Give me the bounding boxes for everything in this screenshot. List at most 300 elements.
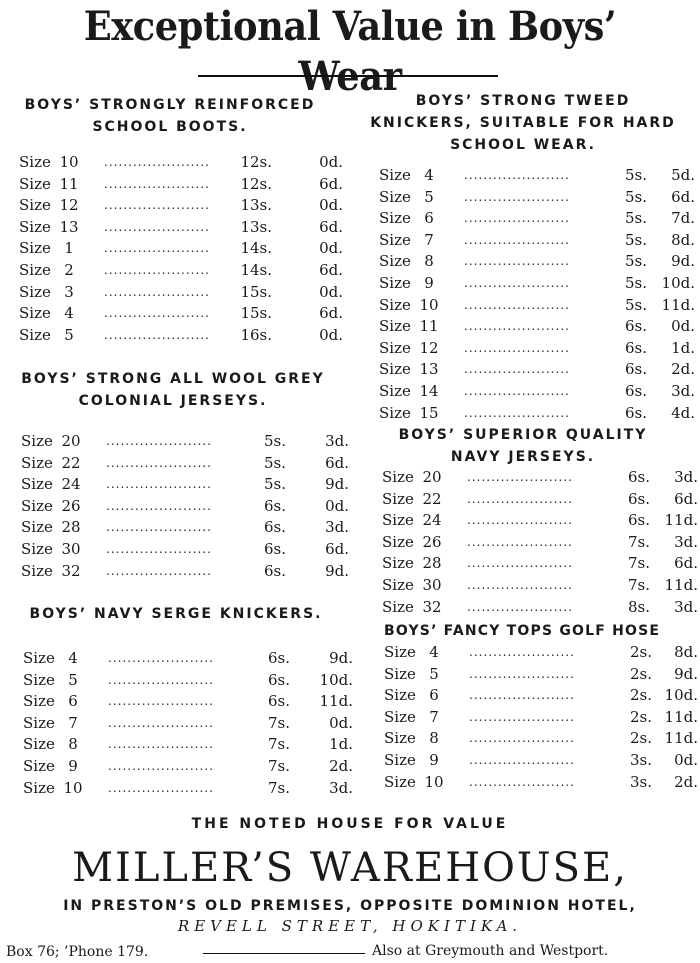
- size-label: Size: [23, 649, 55, 667]
- section-title-line: BOYS’ STRONG ALL WOOL GREY: [21, 371, 325, 387]
- price-shillings: 3s.: [629, 772, 652, 791]
- size-number: 24: [61, 475, 81, 494]
- size-number: 30: [422, 575, 442, 594]
- size-number: 2: [64, 260, 74, 279]
- price-row: [21, 539, 349, 561]
- price-pence: 6d.: [319, 260, 343, 279]
- price-shillings: 5s.: [263, 475, 286, 494]
- price-pence: 3d.: [325, 432, 349, 450]
- tweed-knickers-price-list: [379, 165, 699, 424]
- size-number: 10: [424, 772, 444, 791]
- leader-dots: ......................: [469, 688, 575, 703]
- price-pence: 1d.: [329, 735, 353, 754]
- leader-dots: ......................: [104, 219, 210, 234]
- size-number: 24: [422, 511, 442, 530]
- price-shillings: 6s.: [627, 489, 650, 508]
- size-label: Size: [23, 756, 55, 775]
- size-number: 22: [422, 489, 442, 508]
- price-row: [21, 517, 349, 539]
- size-label: Size: [19, 282, 51, 301]
- leader-dots: ......................: [464, 254, 570, 269]
- size-number: 5: [424, 187, 434, 206]
- price-row: [379, 403, 699, 425]
- price-row: [23, 734, 353, 756]
- size-label: Size: [21, 475, 53, 494]
- footer-rule: [203, 953, 365, 954]
- price-pence: 3d.: [325, 518, 349, 537]
- size-label: Size: [19, 239, 51, 258]
- size-label: Size: [21, 453, 53, 472]
- price-pence: 4d.: [671, 403, 695, 422]
- size-number: 7: [424, 230, 434, 249]
- price-row: [384, 772, 700, 794]
- price-row: [379, 230, 699, 252]
- price-shillings: 5s.: [624, 230, 647, 249]
- serge-knickers-price-list: [23, 648, 353, 799]
- size-number: 10: [59, 153, 79, 171]
- size-number: 8: [68, 735, 78, 754]
- price-shillings: 6s.: [624, 338, 647, 357]
- price-pence: 3d.: [329, 778, 353, 797]
- price-shillings: 6s.: [627, 511, 650, 530]
- price-row: [379, 165, 699, 187]
- size-number: 26: [422, 532, 442, 551]
- price-shillings: 6s.: [624, 381, 647, 400]
- price-shillings: 6s.: [263, 518, 286, 537]
- size-label: Size: [19, 196, 51, 215]
- price-row: [382, 532, 700, 554]
- price-pence: 2d.: [674, 772, 698, 791]
- size-label: Size: [382, 468, 414, 486]
- price-row: [382, 510, 700, 532]
- leader-dots: ......................: [106, 563, 212, 578]
- price-row: [379, 295, 699, 317]
- price-row: [19, 217, 343, 239]
- price-shillings: 5s.: [624, 209, 647, 228]
- size-label: Size: [384, 750, 416, 769]
- price-shillings: 7s.: [627, 532, 650, 551]
- price-row: [21, 561, 349, 583]
- section-title-line: BOYS’ NAVY SERGE KNICKERS.: [29, 606, 323, 622]
- price-pence: 2d.: [671, 360, 695, 379]
- size-number: 5: [64, 325, 74, 344]
- price-row: [382, 467, 700, 489]
- size-number: 1: [64, 239, 74, 258]
- price-pence: 0d.: [319, 153, 343, 171]
- leader-dots: ......................: [464, 275, 570, 290]
- price-row: [384, 664, 700, 686]
- price-pence: 10d.: [319, 670, 353, 689]
- price-shillings: 15s.: [240, 282, 272, 301]
- price-row: [19, 303, 343, 325]
- size-label: Size: [379, 187, 411, 206]
- price-pence: 11d.: [664, 511, 698, 530]
- price-pence: 9d.: [671, 252, 695, 271]
- price-pence: 6d.: [325, 539, 349, 558]
- price-row: [19, 238, 343, 260]
- price-shillings: 15s.: [240, 304, 272, 323]
- price-row: [384, 750, 700, 772]
- price-pence: 2d.: [329, 756, 353, 775]
- leader-dots: ......................: [106, 498, 212, 513]
- price-shillings: 6s.: [627, 468, 650, 486]
- price-shillings: 6s.: [267, 649, 290, 667]
- price-row: [379, 316, 699, 338]
- size-number: 4: [64, 304, 74, 323]
- size-number: 4: [68, 649, 78, 667]
- price-pence: 11d.: [664, 729, 698, 748]
- price-pence: 0d.: [319, 282, 343, 301]
- price-shillings: 5s.: [263, 453, 286, 472]
- price-row: [19, 152, 343, 174]
- price-shillings: 6s.: [624, 360, 647, 379]
- price-shillings: 5s.: [624, 295, 647, 314]
- leader-dots: ......................: [464, 168, 570, 182]
- price-pence: 3d.: [671, 381, 695, 400]
- leader-dots: ......................: [108, 737, 214, 752]
- price-pence: 11d.: [661, 295, 695, 314]
- price-pence: 3d.: [674, 468, 698, 486]
- size-number: 6: [429, 686, 439, 705]
- price-shillings: 5s.: [624, 187, 647, 206]
- size-label: Size: [379, 273, 411, 292]
- size-label: Size: [382, 511, 414, 530]
- size-number: 8: [424, 252, 434, 271]
- size-label: Size: [384, 772, 416, 791]
- leader-dots: ......................: [106, 434, 212, 448]
- price-pence: 6d.: [325, 453, 349, 472]
- size-number: 28: [422, 554, 442, 573]
- size-label: Size: [379, 295, 411, 314]
- size-label: Size: [382, 575, 414, 594]
- price-shillings: 12s.: [240, 153, 272, 171]
- size-number: 30: [61, 539, 81, 558]
- size-label: Size: [21, 496, 53, 515]
- size-label: Size: [384, 664, 416, 683]
- price-pence: 0d.: [319, 325, 343, 344]
- price-shillings: 7s.: [627, 554, 650, 573]
- size-label: Size: [379, 252, 411, 271]
- price-shillings: 2s.: [629, 643, 652, 661]
- size-number: 7: [68, 713, 78, 732]
- price-shillings: 7s.: [267, 735, 290, 754]
- leader-dots: ......................: [104, 327, 210, 342]
- price-row: [379, 187, 699, 209]
- address-line-2: REVELL STREET, HOKITIKA.: [177, 917, 523, 935]
- section-title-tweed-knickers: [346, 90, 700, 156]
- leader-dots: ......................: [469, 666, 575, 681]
- price-row: [382, 597, 700, 619]
- address-line-1: IN PRESTON’S OLD PREMISES, OPPOSITE DOMINION HOTEL,: [63, 898, 637, 914]
- size-label: Size: [21, 518, 53, 537]
- leader-dots: ......................: [464, 211, 570, 226]
- size-number: 32: [61, 561, 81, 580]
- section-title-line: BOYS’ STRONG TWEED: [415, 93, 631, 109]
- navy-jerseys-price-list: [382, 467, 700, 618]
- price-row: [19, 325, 343, 347]
- price-pence: 3d.: [674, 532, 698, 551]
- price-shillings: 5s.: [624, 273, 647, 292]
- price-row: [382, 553, 700, 575]
- price-pence: 11d.: [664, 575, 698, 594]
- leader-dots: ......................: [464, 362, 570, 377]
- box-phone: Box 76; ’Phone 179.: [6, 944, 149, 960]
- size-label: Size: [379, 230, 411, 249]
- size-number: 13: [59, 217, 79, 236]
- leader-dots: ......................: [467, 577, 573, 592]
- price-shillings: 5s.: [624, 252, 647, 271]
- price-pence: 8d.: [671, 230, 695, 249]
- section-title-line: KNICKERS, SUITABLE FOR HARD: [370, 115, 676, 131]
- price-row: [384, 685, 700, 707]
- price-shillings: 6s.: [267, 692, 290, 711]
- size-label: Size: [19, 153, 51, 171]
- price-pence: 0d.: [329, 713, 353, 732]
- leader-dots: ......................: [464, 405, 570, 420]
- size-number: 8: [429, 729, 439, 748]
- leader-dots: ......................: [106, 477, 212, 492]
- leader-dots: ......................: [464, 189, 570, 204]
- leader-dots: ......................: [469, 752, 575, 767]
- price-pence: 8d.: [674, 643, 698, 661]
- leader-dots: ......................: [108, 694, 214, 709]
- size-label: Size: [19, 174, 51, 193]
- section-title-line: BOYS’ FANCY TOPS GOLF HOSE: [384, 623, 661, 639]
- size-number: 9: [429, 750, 439, 769]
- leader-dots: ......................: [108, 758, 214, 773]
- leader-dots: ......................: [104, 306, 210, 321]
- size-label: Size: [379, 317, 411, 336]
- size-number: 12: [59, 196, 79, 215]
- leader-dots: ......................: [104, 198, 210, 213]
- size-label: Size: [23, 778, 55, 797]
- price-pence: 6d.: [319, 304, 343, 323]
- size-number: 6: [68, 692, 78, 711]
- price-row: [379, 338, 699, 360]
- price-pence: 0d.: [319, 239, 343, 258]
- leader-dots: ......................: [464, 297, 570, 312]
- size-label: Size: [384, 686, 416, 705]
- size-label: Size: [21, 432, 53, 450]
- section-title-line: SCHOOL BOOTS.: [92, 119, 248, 135]
- price-row: [23, 648, 353, 670]
- leader-dots: ......................: [469, 731, 575, 746]
- leader-dots: ......................: [104, 284, 210, 299]
- section-title-grey-jerseys: [0, 368, 346, 412]
- size-label: Size: [21, 539, 53, 558]
- price-row: [19, 174, 343, 196]
- leader-dots: ......................: [104, 176, 210, 191]
- tagline: THE NOTED HOUSE FOR VALUE: [191, 816, 509, 832]
- leader-dots: ......................: [467, 491, 573, 506]
- price-row: [379, 273, 699, 295]
- size-number: 28: [61, 518, 81, 537]
- size-label: Size: [384, 707, 416, 726]
- size-number: 6: [424, 209, 434, 228]
- price-pence: 0d.: [319, 196, 343, 215]
- leader-dots: ......................: [467, 470, 573, 484]
- price-shillings: 13s.: [240, 196, 272, 215]
- size-label: Size: [382, 532, 414, 551]
- also-at-branches: Also at Greymouth and Westport.: [372, 943, 609, 959]
- size-number: 9: [68, 756, 78, 775]
- price-shillings: 6s.: [263, 561, 286, 580]
- price-row: [379, 359, 699, 381]
- store-name: MILLER’S WAREHOUSE,: [72, 845, 628, 891]
- price-pence: 6d.: [674, 554, 698, 573]
- price-shillings: 6s.: [624, 317, 647, 336]
- price-shillings: 14s.: [240, 239, 272, 258]
- price-shillings: 13s.: [240, 217, 272, 236]
- golf-hose-price-list: [384, 642, 700, 793]
- price-shillings: 6s.: [263, 539, 286, 558]
- price-shillings: 7s.: [267, 756, 290, 775]
- price-pence: 0d.: [325, 496, 349, 515]
- price-shillings: 14s.: [240, 260, 272, 279]
- size-label: Size: [23, 735, 55, 754]
- leader-dots: ......................: [464, 319, 570, 334]
- size-number: 11: [59, 174, 79, 193]
- price-shillings: 16s.: [240, 325, 272, 344]
- price-pence: 6d.: [319, 174, 343, 193]
- price-shillings: 2s.: [629, 686, 652, 705]
- size-label: Size: [382, 489, 414, 508]
- price-shillings: 3s.: [629, 750, 652, 769]
- size-label: Size: [23, 713, 55, 732]
- section-title-line: BOYS’ SUPERIOR QUALITY: [398, 427, 648, 443]
- section-title-golf-hose: [384, 620, 660, 642]
- price-row: [379, 381, 699, 403]
- section-title-line: NAVY JERSEYS.: [450, 449, 596, 465]
- size-label: Size: [382, 597, 414, 616]
- price-shillings: 2s.: [629, 729, 652, 748]
- size-label: Size: [384, 643, 416, 661]
- price-pence: 0d.: [671, 317, 695, 336]
- price-row: [19, 195, 343, 217]
- size-label: Size: [384, 729, 416, 748]
- size-label: Size: [379, 338, 411, 357]
- price-pence: 1d.: [671, 338, 695, 357]
- price-pence: 9d.: [325, 475, 349, 494]
- size-number: 10: [63, 778, 83, 797]
- price-pence: 7d.: [671, 209, 695, 228]
- price-shillings: 6s.: [263, 496, 286, 515]
- leader-dots: ......................: [467, 534, 573, 549]
- price-pence: 10d.: [664, 686, 698, 705]
- grey-jerseys-price-list: [21, 431, 349, 582]
- size-label: Size: [21, 561, 53, 580]
- price-row: [382, 575, 700, 597]
- size-label: Size: [19, 325, 51, 344]
- size-label: Size: [19, 260, 51, 279]
- leader-dots: ......................: [108, 780, 214, 795]
- price-row: [384, 642, 700, 664]
- price-pence: 6d.: [671, 187, 695, 206]
- price-row: [21, 453, 349, 475]
- price-row: [23, 691, 353, 713]
- size-number: 26: [61, 496, 81, 515]
- price-pence: 9d.: [674, 664, 698, 683]
- size-label: Size: [379, 209, 411, 228]
- size-number: 15: [419, 403, 439, 422]
- price-row: [23, 670, 353, 692]
- leader-dots: ......................: [467, 556, 573, 571]
- size-label: Size: [379, 360, 411, 379]
- price-pence: 10d.: [661, 273, 695, 292]
- price-row: [21, 496, 349, 518]
- leader-dots: ......................: [469, 774, 575, 789]
- price-pence: 9d.: [325, 561, 349, 580]
- headline: Exceptional Value in Boys’ Wear: [83, 3, 617, 100]
- price-shillings: 7s.: [267, 778, 290, 797]
- leader-dots: ......................: [108, 715, 214, 730]
- section-title-boots: [0, 94, 340, 138]
- size-number: 5: [429, 664, 439, 683]
- leader-dots: ......................: [469, 709, 575, 724]
- price-row: [23, 778, 353, 800]
- leader-dots: ......................: [106, 520, 212, 535]
- section-title-serge-knickers: [0, 603, 352, 625]
- price-shillings: 7s.: [627, 575, 650, 594]
- size-number: 10: [419, 295, 439, 314]
- leader-dots: ......................: [467, 599, 573, 614]
- size-label: Size: [23, 670, 55, 689]
- size-number: 14: [419, 381, 439, 400]
- price-shillings: 8s.: [627, 597, 650, 616]
- price-row: [23, 756, 353, 778]
- leader-dots: ......................: [464, 383, 570, 398]
- leader-dots: ......................: [464, 232, 570, 247]
- price-pence: 3d.: [674, 597, 698, 616]
- price-shillings: 5s.: [624, 166, 647, 184]
- price-row: [21, 431, 349, 453]
- size-label: Size: [382, 554, 414, 573]
- size-number: 32: [422, 597, 442, 616]
- size-number: 20: [61, 432, 81, 450]
- size-number: 11: [419, 317, 439, 336]
- leader-dots: ......................: [108, 672, 214, 687]
- price-shillings: 6s.: [267, 670, 290, 689]
- size-number: 12: [419, 338, 439, 357]
- price-shillings: 7s.: [267, 713, 290, 732]
- leader-dots: ......................: [104, 241, 210, 256]
- size-number: 4: [429, 643, 439, 661]
- price-shillings: 2s.: [629, 664, 652, 683]
- leader-dots: ......................: [104, 262, 210, 277]
- size-label: Size: [379, 166, 411, 184]
- price-pence: 9d.: [329, 649, 353, 667]
- price-row: [384, 728, 700, 750]
- price-pence: 11d.: [319, 692, 353, 711]
- size-label: Size: [379, 403, 411, 422]
- price-row: [379, 251, 699, 273]
- leader-dots: ......................: [106, 455, 212, 470]
- leader-dots: ......................: [108, 651, 214, 665]
- boots-price-list: [19, 152, 343, 346]
- price-pence: 6d.: [674, 489, 698, 508]
- price-row: [21, 474, 349, 496]
- section-title-line: BOYS’ STRONGLY REINFORCED: [24, 97, 316, 113]
- headline-rule: [198, 75, 498, 77]
- price-row: [382, 489, 700, 511]
- size-number: 9: [424, 273, 434, 292]
- section-title-line: COLONIAL JERSEYS.: [78, 393, 268, 409]
- size-number: 22: [61, 453, 81, 472]
- price-row: [19, 260, 343, 282]
- section-title-line: SCHOOL WEAR.: [450, 137, 596, 153]
- price-shillings: 5s.: [263, 432, 286, 450]
- price-row: [379, 208, 699, 230]
